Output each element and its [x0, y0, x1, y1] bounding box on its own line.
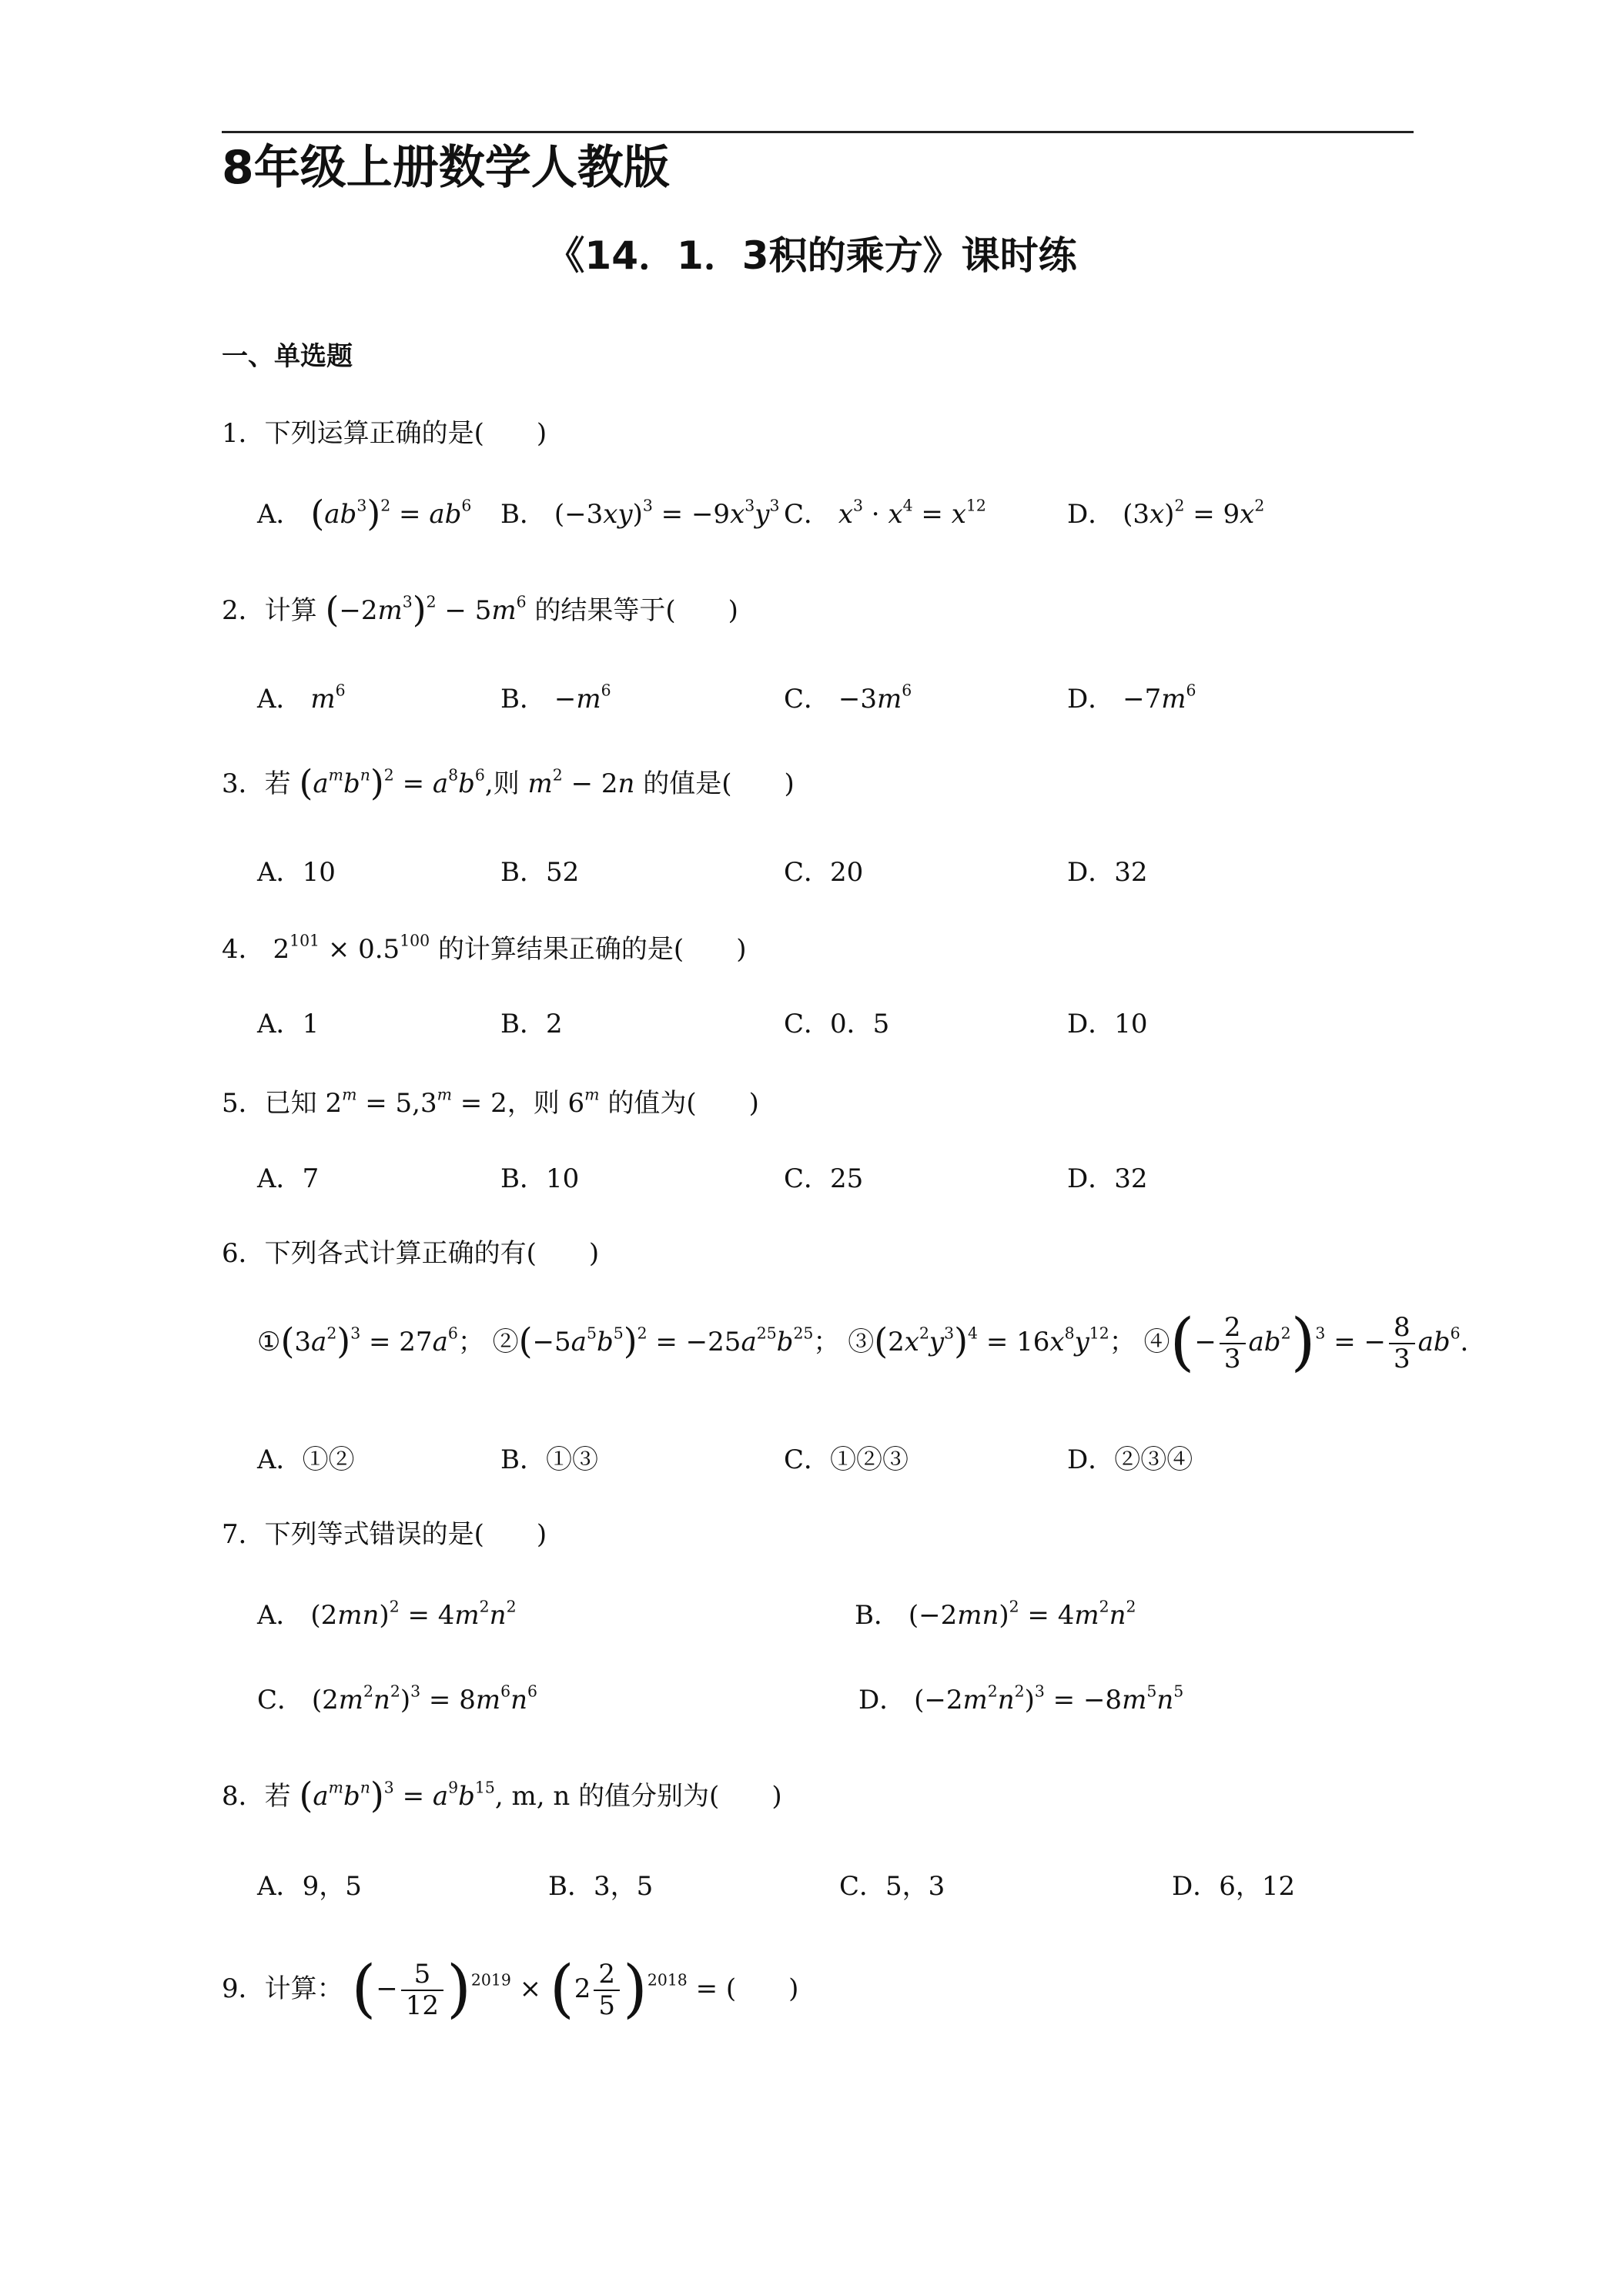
- question-1-stem: 1．下列运算正确的是( ): [222, 418, 547, 449]
- question-3-expr: $(a^mb^n)^2 = a^8b^6$: [299, 761, 485, 804]
- question-2-option-a: A． $m^6$: [257, 681, 346, 715]
- question-7-option-d: D． $(-2m^2n^2)^3 = -8m^5n^5$: [858, 1682, 1184, 1715]
- question-7-option-c: C． $(2m^2n^2)^3 = 8m^6n^6$: [257, 1682, 537, 1715]
- question-4-stem: 4． $2^{101} \times 0.5^{100}$ 的计算结果正确的是( ): [222, 931, 747, 965]
- question-4-expr: $2^{101} \times 0.5^{100}$: [273, 931, 430, 965]
- question-2-option-b: B． $-m^6$: [500, 681, 611, 715]
- question-5-option-a: A．7: [257, 1163, 320, 1194]
- question-7-option-b: B． $(-2mn)^2 = 4m^2n^2$: [855, 1597, 1136, 1631]
- question-7-stem: 7．下列等式错误的是( ): [222, 1519, 547, 1550]
- question-2-stem: 2．计算 $(-2m^3)^2 - 5m^6$ 的结果等于( ): [222, 588, 738, 631]
- question-5-stem: 5．已知 $2^m = 5,3^m = 2$，则 6$^m$ 的值为( ): [222, 1085, 759, 1119]
- statement-4: ④(− $\frac{2}{3}$ $ab^2)^3$ = − $\frac{8}{3}$ $ab^6$．: [1143, 1305, 1487, 1379]
- question-4-option-d: D．10: [1067, 1009, 1148, 1039]
- question-1-option-b-expr: $(-3xy)^3 = -9x^3y^3$: [554, 496, 780, 530]
- question-6-option-a: A．①②: [257, 1444, 355, 1475]
- question-6-stem: 6．下列各式计算正确的有( ): [222, 1238, 600, 1269]
- question-1-option-d-expr: $(3x)^2 = 9x^2$: [1123, 496, 1265, 530]
- question-9-expr: (− $\frac{5}{12}$ )$^{2019}$ × (2 $\frac{2}{5}$ )$^{2018}$: [351, 1952, 688, 2026]
- question-8-expr: $(a^mb^n)^3 = a^9b^{15}$: [299, 1774, 495, 1816]
- question-6-option-c: C．①②③: [784, 1444, 909, 1475]
- question-5-expr: $2^m = 5,3^m = 2$: [325, 1085, 507, 1119]
- question-1-option-b: B． $(-3xy)^3 = -9x^3y^3$: [500, 496, 780, 530]
- question-1-option-d: D． $(3x)^2 = 9x^2$: [1067, 496, 1265, 530]
- question-4-option-b: B．2: [500, 1009, 563, 1039]
- question-9-stem: 9．计算： (− $\frac{5}{12}$ )$^{2019}$ × (2 $\frac{2}{5}$ )$^{2018}$ = ( ): [222, 1952, 799, 2026]
- question-3-option-c: C．20: [784, 857, 864, 888]
- question-6-statements: [257, 1305, 1487, 1379]
- statement-3: $③(2x^2y^3)^4 = 16x^8y^{12}$；: [848, 1320, 1136, 1362]
- statement-2: $②(-5a^5b^5)^2 = -25a^{25}b^{25}$；: [492, 1320, 840, 1362]
- question-8-option-b: B．3，5: [548, 1871, 654, 1902]
- question-1-option-c: C． $x^3 \cdot x^4 = x^{12}$: [784, 496, 986, 530]
- question-5-option-c: C．25: [784, 1163, 864, 1194]
- question-5-option-b: B．10: [500, 1163, 580, 1194]
- question-4-option-c: C．0．5: [784, 1009, 890, 1039]
- lesson-title: 《14．1．3积的乘方》课时练: [546, 233, 1077, 278]
- question-5-option-d: D．32: [1067, 1163, 1148, 1194]
- question-1-option-a: A． $(ab^3)^2 = ab^6$: [257, 492, 472, 534]
- question-1-option-c-expr: $x^3 \cdot x^4 = x^{12}$: [838, 496, 986, 530]
- question-6-option-d: D．②③④: [1067, 1444, 1193, 1475]
- question-2-expr: $(-2m^3)^2 - 5m^6$: [325, 588, 527, 631]
- question-1-option-a-expr: $(ab^3)^2 = ab^6$: [310, 492, 472, 534]
- question-3-option-d: D．32: [1067, 857, 1148, 888]
- grade-title: 8年级上册数学人教版: [222, 141, 670, 195]
- section-heading: 一、单选题: [222, 341, 353, 372]
- question-6-option-b: B．①③: [500, 1444, 598, 1475]
- question-4-option-a: A．1: [257, 1009, 320, 1039]
- question-7-option-a: A． $(2mn)^2 = 4m^2n^2$: [257, 1597, 517, 1631]
- question-8-stem: 8．若 $(a^mb^n)^3 = a^9b^{15}$, m, n 的值分别为( ): [222, 1774, 782, 1816]
- question-8-option-c: C．5，3: [839, 1871, 945, 1902]
- question-3-option-a: A．10: [257, 857, 336, 888]
- question-2-option-c: C． $-3m^6$: [784, 681, 912, 715]
- question-3-option-b: B．52: [500, 857, 580, 888]
- question-8-option-d: D．6，12: [1172, 1871, 1296, 1902]
- question-3-stem: 3．若 $(a^mb^n)^2 = a^8b^6$,则 $m^2 - 2n$ 的值是( ): [222, 761, 795, 804]
- question-2-option-d: D． $-7m^6$: [1067, 681, 1196, 715]
- question-8-option-a: A．9，5: [257, 1871, 362, 1902]
- statement-1: $①(3a^2)^3 = 27a^6$；: [257, 1320, 484, 1362]
